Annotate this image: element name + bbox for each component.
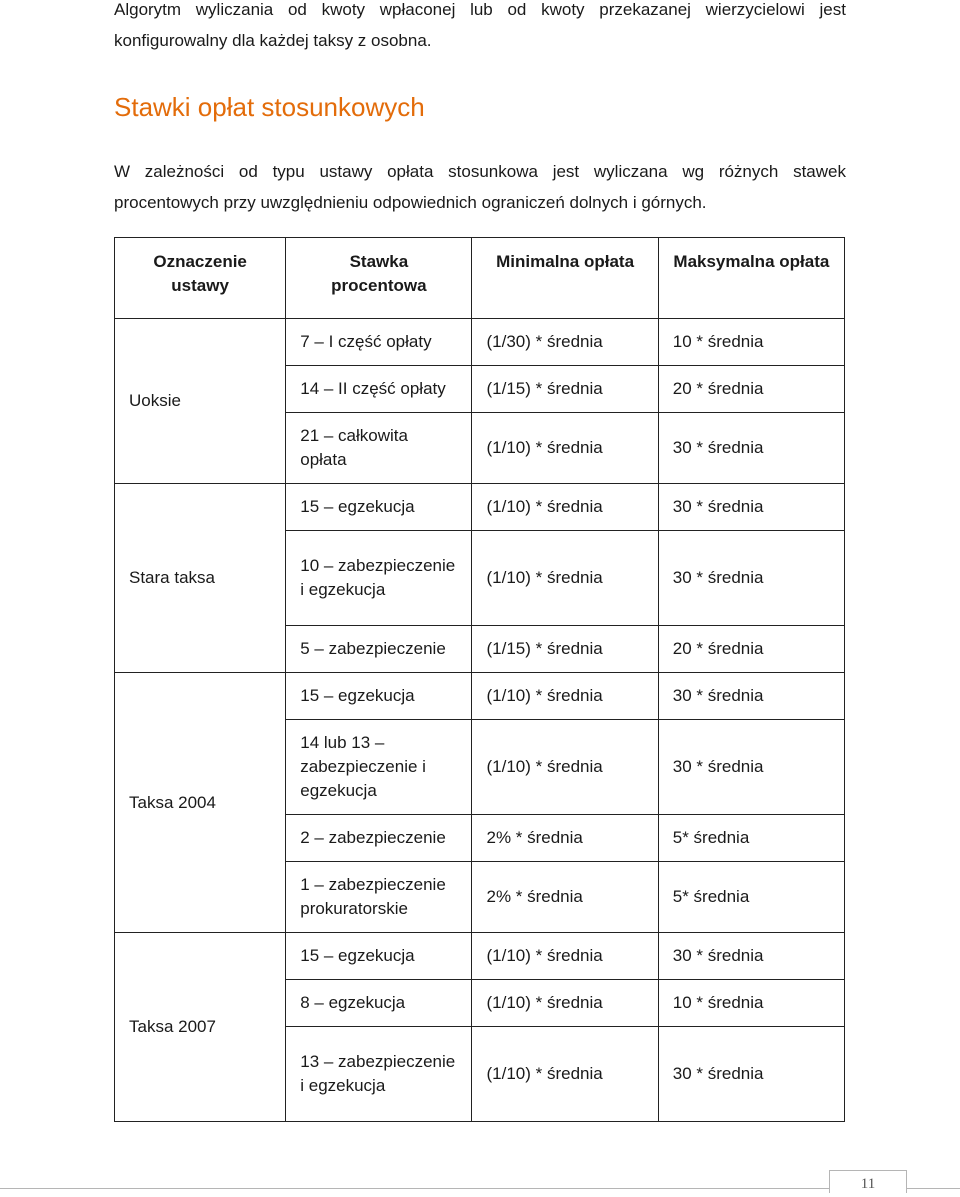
header-act: Oznaczenie ustawy [115, 238, 286, 319]
rate-cell: 13 – zabezpieczenie i egzekucja [286, 1027, 472, 1122]
page-number: 11 [829, 1170, 907, 1193]
rate-cell: 15 – egzekucja [286, 484, 472, 531]
max-fee-cell: 20 * średnia [658, 626, 844, 673]
rate-cell: 8 – egzekucja [286, 980, 472, 1027]
min-fee-cell: 2% * średnia [472, 815, 658, 862]
header-rate: Stawka procentowa [286, 238, 472, 319]
min-fee-cell: (1/30) * średnia [472, 319, 658, 366]
group-name: Stara taksa [115, 484, 286, 673]
description-paragraph [114, 156, 846, 218]
max-fee-cell: 30 * średnia [658, 1027, 844, 1122]
intro-line-1: Algorytm wyliczania od kwoty wpłaconej lub od kwoty przekazanej wierzycielowi jest [114, 0, 846, 19]
rates-table [114, 237, 845, 1122]
min-fee-cell: (1/15) * średnia [472, 626, 658, 673]
min-fee-cell: (1/15) * średnia [472, 366, 658, 413]
rate-cell: 10 – zabezpieczenie i egzekucja [286, 531, 472, 626]
rate-cell: 1 – zabezpieczenie prokuratorskie [286, 862, 472, 933]
rate-cell: 7 – I część opłaty [286, 319, 472, 366]
table-row [115, 484, 845, 531]
min-fee-cell: (1/10) * średnia [472, 933, 658, 980]
intro-paragraph [114, 0, 846, 56]
min-fee-cell: (1/10) * średnia [472, 1027, 658, 1122]
max-fee-cell: 30 * średnia [658, 720, 844, 815]
group-name: Uoksie [115, 319, 286, 484]
table-row [115, 933, 845, 980]
rate-cell: 21 – całkowita opłata [286, 413, 472, 484]
min-fee-cell: (1/10) * średnia [472, 673, 658, 720]
rate-cell: 2 – zabezpieczenie [286, 815, 472, 862]
group-name: Taksa 2007 [115, 933, 286, 1122]
description-line-2: procentowych przy uwzględnieniu odpowiednich ograniczeń dolnych i górnych. [114, 193, 707, 212]
max-fee-cell: 5* średnia [658, 862, 844, 933]
max-fee-cell: 30 * średnia [658, 484, 844, 531]
max-fee-cell: 30 * średnia [658, 673, 844, 720]
header-max-fee: Maksymalna opłata [658, 238, 844, 319]
max-fee-cell: 5* średnia [658, 815, 844, 862]
min-fee-cell: (1/10) * średnia [472, 484, 658, 531]
header-min-fee: Minimalna opłata [472, 238, 658, 319]
footer-divider [0, 1188, 960, 1189]
rate-cell: 14 – II część opłaty [286, 366, 472, 413]
header-row [115, 238, 845, 319]
max-fee-cell: 20 * średnia [658, 366, 844, 413]
table-row [115, 319, 845, 366]
min-fee-cell: (1/10) * średnia [472, 720, 658, 815]
max-fee-cell: 30 * średnia [658, 933, 844, 980]
table-row [115, 673, 845, 720]
rate-cell: 15 – egzekucja [286, 933, 472, 980]
section-title: Stawki opłat stosunkowych [114, 92, 425, 122]
max-fee-cell: 10 * średnia [658, 980, 844, 1027]
min-fee-cell: (1/10) * średnia [472, 413, 658, 484]
max-fee-cell: 30 * średnia [658, 531, 844, 626]
rate-cell: 15 – egzekucja [286, 673, 472, 720]
intro-line-2: konfigurowalny dla każdej taksy z osobna. [114, 31, 432, 50]
min-fee-cell: (1/10) * średnia [472, 531, 658, 626]
max-fee-cell: 30 * średnia [658, 413, 844, 484]
max-fee-cell: 10 * średnia [658, 319, 844, 366]
description-line-1: W zależności od typu ustawy opłata stosunkowa jest wyliczana wg różnych stawek [114, 162, 846, 181]
rate-cell: 14 lub 13 – zabezpieczenie i egzekucja [286, 720, 472, 815]
min-fee-cell: 2% * średnia [472, 862, 658, 933]
min-fee-cell: (1/10) * średnia [472, 980, 658, 1027]
group-name: Taksa 2004 [115, 673, 286, 933]
rate-cell: 5 – zabezpieczenie [286, 626, 472, 673]
